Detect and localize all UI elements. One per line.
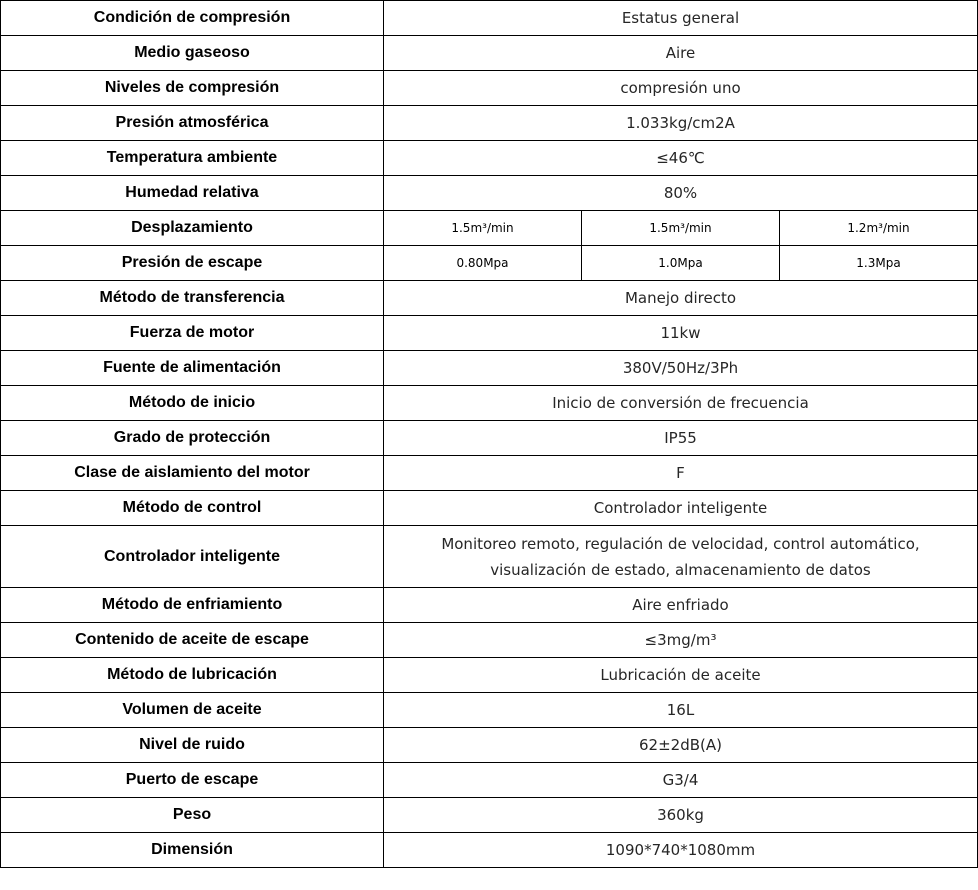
table-row	[1, 421, 978, 456]
table-row	[1, 798, 978, 833]
row-value: 380V/50Hz/3Ph	[384, 351, 978, 386]
row-label: Método de control	[1, 491, 384, 526]
table-row	[1, 351, 978, 386]
row-label: Presión atmosférica	[1, 106, 384, 141]
row-label: Temperatura ambiente	[1, 141, 384, 176]
row-label: Fuente de alimentación	[1, 351, 384, 386]
table-row	[1, 588, 978, 623]
row-value: G3/4	[384, 763, 978, 798]
table-row	[1, 36, 978, 71]
table-row	[1, 658, 978, 693]
displacement-value-3: 1.2m³/min	[780, 211, 978, 246]
table-row	[1, 386, 978, 421]
row-label: Niveles de compresión	[1, 71, 384, 106]
table-row	[1, 1, 978, 36]
row-label: Controlador inteligente	[1, 526, 384, 588]
row-label: Fuerza de motor	[1, 316, 384, 351]
row-value	[384, 526, 978, 588]
exhaust-pressure-value-2: 1.0Mpa	[582, 246, 780, 281]
row-value: Manejo directo	[384, 281, 978, 316]
table-row	[1, 316, 978, 351]
row-label: Método de enfriamiento	[1, 588, 384, 623]
row-label: Contenido de aceite de escape	[1, 623, 384, 658]
table-row	[1, 763, 978, 798]
row-label: Método de inicio	[1, 386, 384, 421]
table-row	[1, 623, 978, 658]
table-row	[1, 71, 978, 106]
row-label: Método de lubricación	[1, 658, 384, 693]
displacement-value-2: 1.5m³/min	[582, 211, 780, 246]
row-value-line-2: visualización de estado, almacenamiento de datos	[490, 560, 871, 579]
row-value: 360kg	[384, 798, 978, 833]
row-label: Puerto de escape	[1, 763, 384, 798]
row-label: Condición de compresión	[1, 1, 384, 36]
row-value: compresión uno	[384, 71, 978, 106]
table-row	[1, 491, 978, 526]
row-value: Estatus general	[384, 1, 978, 36]
row-value: Controlador inteligente	[384, 491, 978, 526]
row-value: F	[384, 456, 978, 491]
table-row	[1, 526, 978, 588]
table-row	[1, 281, 978, 316]
row-label: Nivel de ruido	[1, 728, 384, 763]
row-label: Medio gaseoso	[1, 36, 384, 71]
row-value: 62±2dB(A)	[384, 728, 978, 763]
row-value: 1.033kg/cm2A	[384, 106, 978, 141]
row-label: Grado de protección	[1, 421, 384, 456]
row-label: Humedad relativa	[1, 176, 384, 211]
row-label: Método de transferencia	[1, 281, 384, 316]
table-row	[1, 211, 978, 246]
table-row	[1, 693, 978, 728]
table-row	[1, 728, 978, 763]
row-label: Volumen de aceite	[1, 693, 384, 728]
row-value: 11kw	[384, 316, 978, 351]
table-row	[1, 833, 978, 868]
row-label: Clase de aislamiento del motor	[1, 456, 384, 491]
table-row	[1, 176, 978, 211]
row-value: Aire enfriado	[384, 588, 978, 623]
row-value: ≤3mg/m³	[384, 623, 978, 658]
table-row	[1, 141, 978, 176]
row-value: 1090*740*1080mm	[384, 833, 978, 868]
row-label: Peso	[1, 798, 384, 833]
row-value: Inicio de conversión de frecuencia	[384, 386, 978, 421]
table-row	[1, 456, 978, 491]
row-label: Presión de escape	[1, 246, 384, 281]
table-row	[1, 106, 978, 141]
row-value: Aire	[384, 36, 978, 71]
row-value: Lubricación de aceite	[384, 658, 978, 693]
row-value: 16L	[384, 693, 978, 728]
row-value: 80%	[384, 176, 978, 211]
row-label: Dimensión	[1, 833, 384, 868]
exhaust-pressure-value-3: 1.3Mpa	[780, 246, 978, 281]
displacement-value-1: 1.5m³/min	[384, 211, 582, 246]
table-row	[1, 246, 978, 281]
exhaust-pressure-value-1: 0.80Mpa	[384, 246, 582, 281]
row-value-line-1: Monitoreo remoto, regulación de velocidad, control automático,	[441, 534, 920, 553]
row-label: Desplazamiento	[1, 211, 384, 246]
row-value: ≤46℃	[384, 141, 978, 176]
row-value: IP55	[384, 421, 978, 456]
